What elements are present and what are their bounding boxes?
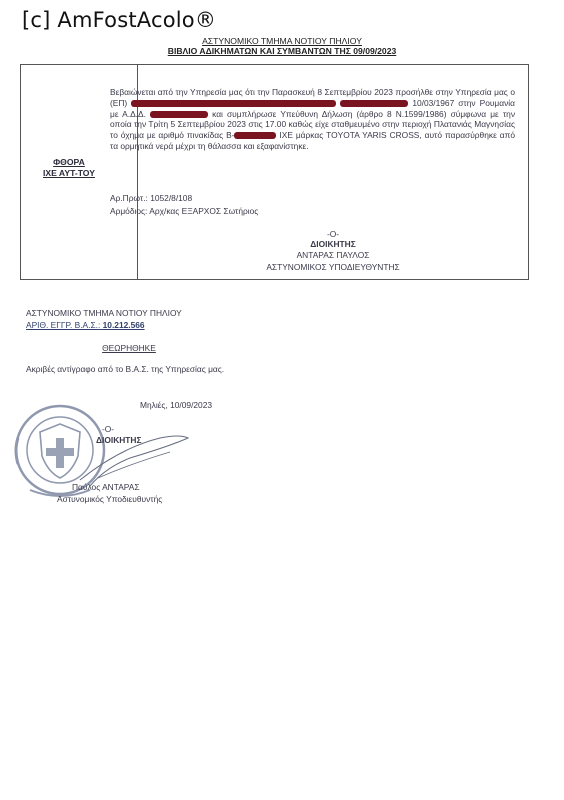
- cert-exact-copy: Ακριβές αντίγραφο από το Β.Α.Σ. της Υπηρεσίας μας.: [26, 364, 225, 374]
- redaction-bar: [150, 111, 208, 118]
- cert-registration: [26, 320, 145, 330]
- redaction-bar: [340, 100, 408, 107]
- cert-signature-o: -Ο-: [102, 424, 115, 434]
- record-label-damage: ΦΘΟΡΑ: [53, 157, 85, 167]
- cert-registration-label: ΑΡΙΘ. ΕΓΓΡ. Β.Α.Σ.:: [26, 320, 101, 330]
- cert-signature-title: ΔΙΟΙΚΗΤΗΣ: [96, 435, 142, 445]
- responsible-officer: Αρμόδιος: Αρχ/κας ΕΞΑΡΧΟΣ Σωτήριος: [110, 206, 259, 216]
- signature-rank: ΑΣΤΥΝΟΜΙΚΟΣ ΥΠΟΔΙΕΥΘΥΝΤΗΣ: [266, 262, 400, 272]
- cert-signature-rank: Αστυνομικός Υποδιευθυντής: [57, 494, 163, 504]
- record-text-part1: Βεβαιώνεται από την Υπηρεσία μας ότι την Παρασκευή 8 Σεπτεμβρίου 2023 προσήλθε στην Υπηρεσία μας ο (ΕΠ): [110, 87, 515, 108]
- signature-o: -Ο-: [326, 229, 340, 239]
- cert-signature-name: Παύλος ΑΝΤΑΡΑΣ: [72, 482, 140, 492]
- cert-date: Μηλιές, 10/09/2023: [140, 400, 213, 410]
- record-text-part4: ΙΧΕ μάρκας TOYOTA YARIS CROSS, αυτό παρασύρθηκε από τα ορμητικά νερά μέχρι τη θάλασσα και εξαφανίστηκε.: [110, 130, 516, 151]
- record-text-part3: και συμπλήρωσε Υπεύθυνη Δήλωση (άρθρο 8 Ν.1599/1986) σύμφωνα με την οποία την Τρίτη 5 Σεπτεμβρίου 2023 στις 17.00 καθώς είχε σταθμευμένο στην περιοχή Πλατανιάς Μαγνησίας το όχημα με αριθμό πινακίδας Β-: [110, 108, 516, 141]
- redaction-bar: [131, 100, 336, 107]
- record-text-part2: 10/03/1967 στην Ρουμανία με Α.Δ.Δ.: [110, 97, 515, 119]
- signature-title: ΔΙΟΙΚΗΤΗΣ: [310, 239, 356, 249]
- protocol-number: Αρ.Πρωτ.: 1052/8/108: [110, 193, 193, 203]
- header-book-title: ΒΙΒΛΙΟ ΑΔΙΚΗΜΑΤΩΝ ΚΑΙ ΣΥΜΒΑΝΤΩΝ ΤΗΣ 09/09/2023: [167, 46, 397, 56]
- cert-registration-number: 10.212.566: [102, 320, 145, 330]
- record-label-vehicle: ΙΧΕ ΑΥΤ-ΤΟΥ: [43, 168, 95, 178]
- record-table: [20, 64, 529, 280]
- redaction-bar: [234, 132, 276, 139]
- cert-seen: ΘΕΩΡΗΘΗΚΕ: [102, 343, 156, 353]
- record-description: [110, 87, 515, 152]
- watermark-text: [c] AmFostAcolo®: [22, 8, 217, 32]
- header-department: ΑΣΤΥΝΟΜΙΚΟ ΤΜΗΜΑ ΝΟΤΙΟΥ ΠΗΛΙΟΥ: [202, 36, 362, 46]
- cert-department: ΑΣΤΥΝΟΜΙΚΟ ΤΜΗΜΑ ΝΟΤΙΟΥ ΠΗΛΙΟΥ: [26, 308, 182, 318]
- signature-name: ΑΝΤΑΡΑΣ ΠΑΥΛΟΣ: [296, 250, 370, 260]
